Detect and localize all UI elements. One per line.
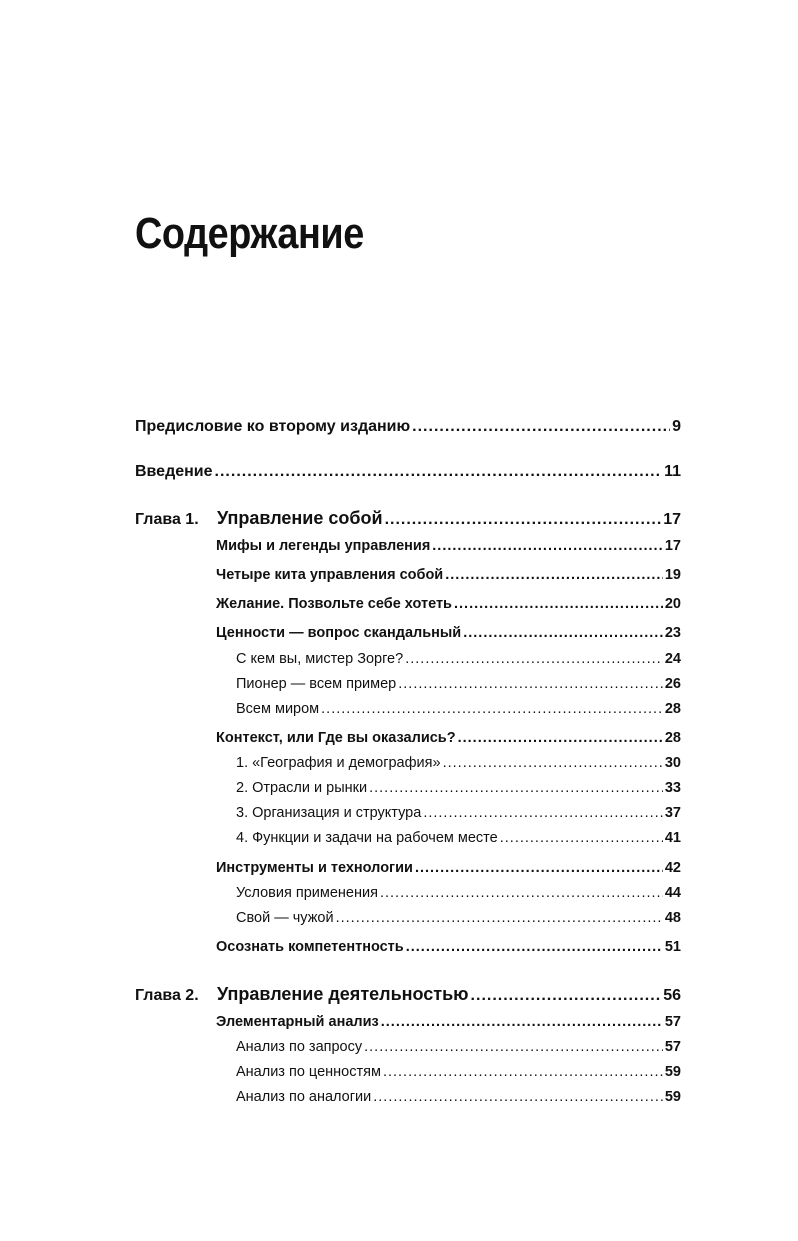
leader-dots [380,885,663,901]
toc-entry-page: 51 [664,939,681,955]
leader-dots [443,755,663,771]
toc-entry-subsection [236,830,681,852]
toc-entry-page: 59 [664,1089,681,1105]
toc-entry-subsection [236,910,681,932]
toc-entry-section [216,596,681,618]
toc-entry-label: Осознать компетентность [216,939,404,955]
toc-chapter-number: Глава 2. [135,987,199,1004]
toc-chapter-number: Глава 1. [135,511,199,528]
toc-entry-label: 1. «География и демография» [236,755,441,771]
toc-entry-label: Пионер — всем пример [236,676,397,692]
leader-dots [415,860,663,876]
toc-entry-chapter-1 [135,508,681,530]
leader-dots [373,1089,663,1105]
toc-entry-page: 20 [664,596,681,612]
toc-entry-preface [135,418,681,440]
leader-dots [412,418,670,436]
toc-entry-label: Анализ по ценностям [236,1064,381,1080]
leader-dots [423,805,663,821]
leader-dots [432,538,663,554]
toc-entry-label: Свой — чужой [236,910,334,926]
leader-dots [364,1039,663,1055]
toc-entry-subsection [236,885,681,907]
toc-entry-label: Анализ по запросу [236,1039,363,1055]
leader-dots [471,987,662,1005]
toc-entry-label: Введение [135,463,213,480]
toc-entry-subsection [236,701,681,723]
toc-entry-page: 23 [664,625,681,641]
toc-entry-section [216,538,681,560]
toc-entry-label: 3. Организация и структура [236,805,422,821]
toc-entry-label: С кем вы, мистер Зорге? [236,651,404,667]
leader-dots [383,1064,663,1080]
toc-entry-section [216,1014,681,1036]
toc-entry-page: 41 [664,830,681,846]
toc-entry-page: 33 [664,780,681,796]
toc-entry-page: 37 [664,805,681,821]
leader-dots [406,939,663,955]
leader-dots [405,651,663,667]
toc-entry-page: 17 [664,538,681,554]
toc-entry-subsection [236,805,681,827]
toc-entry-page: 44 [664,885,681,901]
toc-entry-page: 57 [664,1014,681,1030]
toc-entry-subsection [236,1039,681,1061]
toc-entry-chapter-2 [135,984,681,1006]
toc-entry-label: Управление собой [217,508,383,528]
toc-entry-label: Инструменты и технологии [216,860,413,876]
toc-entry-section [216,939,681,961]
toc-entry-page: 42 [664,860,681,876]
toc-entry-page: 11 [664,463,681,480]
toc-entry-label: Ценности — вопрос скандальный [216,625,462,641]
toc-entry-subsection [236,780,681,802]
toc-entry-section [216,625,681,647]
page-title: Содержание [135,209,364,258]
toc-entry-label: Управление деятельностью [217,984,469,1004]
toc-entry-label: Четыре кита управления собой [216,567,444,583]
leader-dots [458,730,663,746]
toc-entry-page: 17 [663,511,681,528]
leader-dots [381,1014,663,1030]
toc-entry-page: 28 [664,701,681,717]
toc-entry-page: 59 [664,1064,681,1080]
toc-entry-label: Контекст, или Где вы оказались? [216,730,456,746]
toc-entry-page: 30 [664,755,681,771]
leader-dots [369,780,663,796]
toc-entry-label: Мифы и легенды управления [216,538,431,554]
toc-entry-page: 28 [664,730,681,746]
leader-dots [463,625,663,641]
leader-dots [385,511,662,529]
toc-entry-subsection [236,1089,681,1111]
toc-entry-page: 24 [664,651,681,667]
leader-dots [215,463,663,481]
leader-dots [336,910,663,926]
leader-dots [445,567,663,583]
toc-entry-section [216,860,681,882]
leader-dots [398,676,663,692]
toc-entry-page: 56 [663,987,681,1004]
toc-entry-page: 9 [672,418,681,435]
toc-entry-label: 2. Отрасли и рынки [236,780,368,796]
toc-entry-page: 26 [664,676,681,692]
toc-entry-label: Анализ по аналогии [236,1089,372,1105]
toc-entry-label: Желание. Позвольте себе хотеть [216,596,452,612]
toc-entry-subsection [236,755,681,777]
toc-entry-page: 48 [664,910,681,926]
toc-entry-label: Всем миром [236,701,320,717]
leader-dots [321,701,663,717]
leader-dots [454,596,663,612]
toc-entry-label: 4. Функции и задачи на рабочем месте [236,830,498,846]
leader-dots [500,830,663,846]
toc-entry-section [216,567,681,589]
toc-entry-label: Предисловие ко второму изданию [135,418,411,435]
toc-entry-section [216,730,681,752]
toc-entry-subsection [236,651,681,673]
toc-entry-page: 19 [664,567,681,583]
toc-entry-subsection [236,1064,681,1086]
toc-entry-label: Условия применения [236,885,378,901]
toc-entry-page: 57 [664,1039,681,1055]
toc-entry-label: Элементарный анализ [216,1014,379,1030]
toc-entry-introduction [135,463,681,485]
toc-entry-subsection [236,676,681,698]
